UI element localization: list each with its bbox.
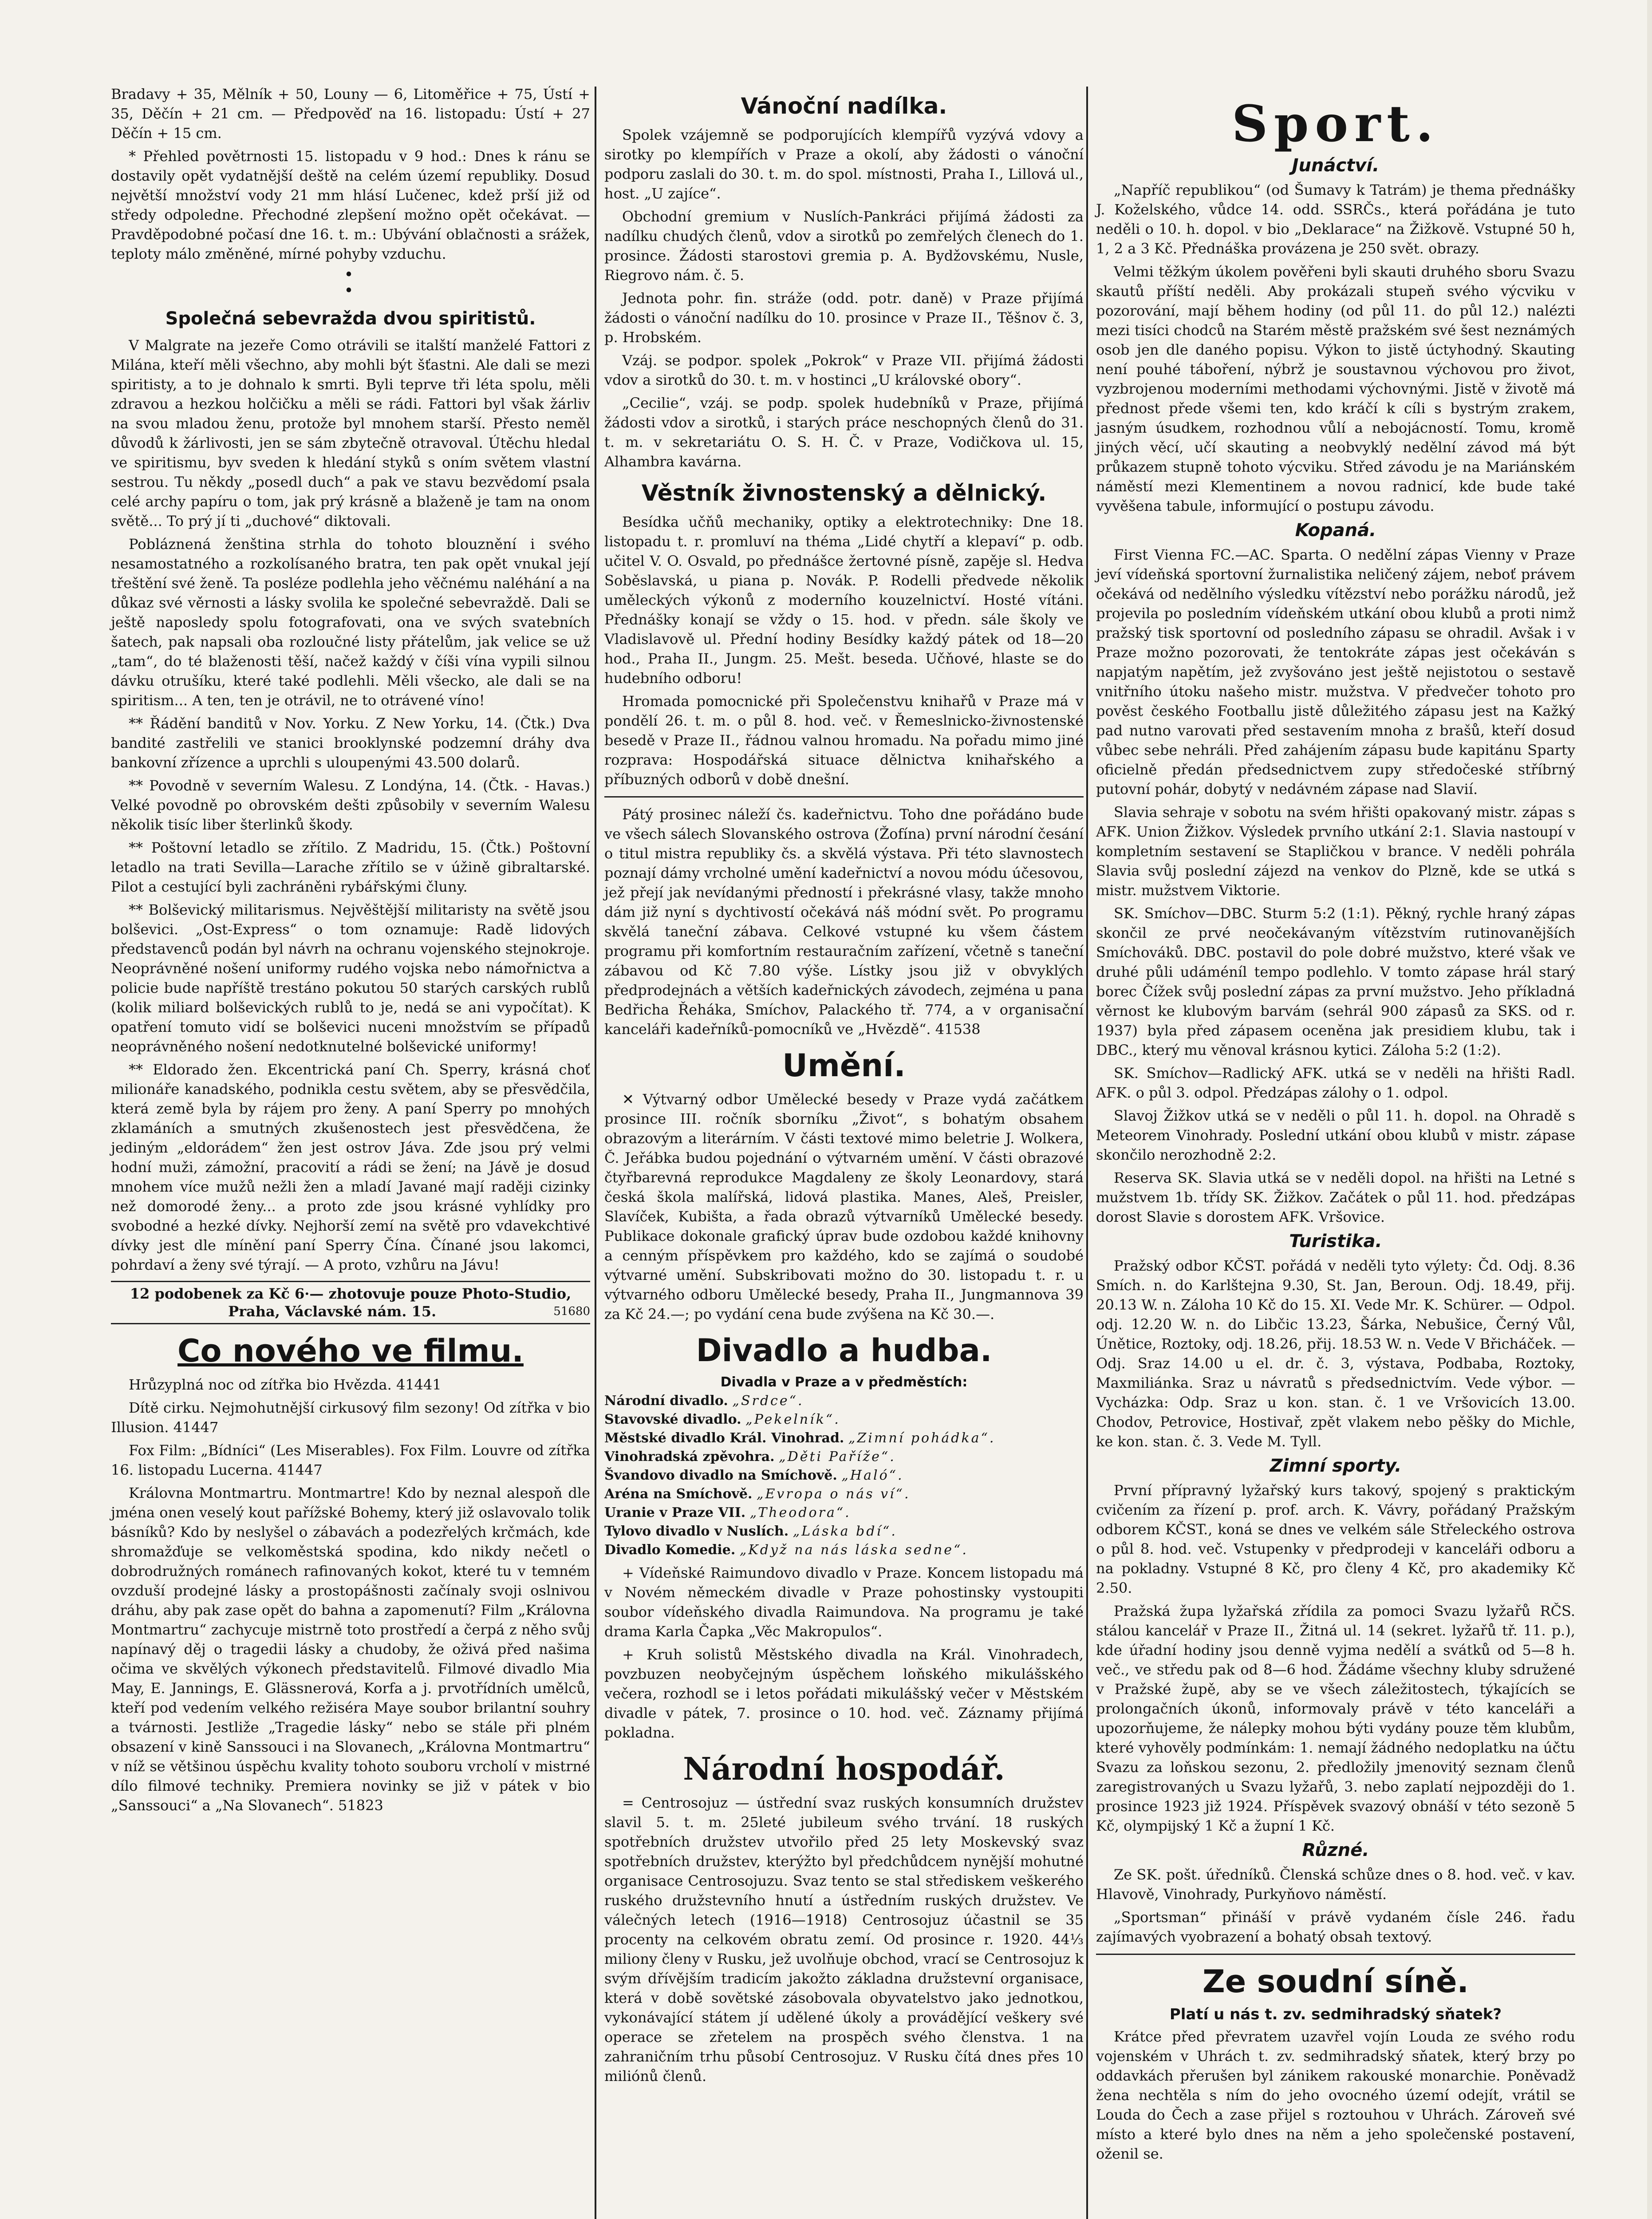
subsection-misc: Různé. [1302, 1840, 1369, 1860]
notice-theatre: + Kruh solistů Městského divadla na Král. Vinohradech, povzbuzen neobyčejným úspěchem loňského mikulášského večera, rozhodl se i letos pořádati mikulášský večer v Městském divadle v pátek, 7. prosince o 10. hod. več. Záznamy přijímá pokladna. [604, 1646, 1084, 1741]
article-paragraph: Pobláznená ženština strhla do tohoto blouznění i svého nesamostatného a rozkolísaného bratra, ten pak opět vnukal její třeštění své ženě. Ta posléze podlehla jeho věčnému naléhání a na důkaz své věrnosti a lásky svolila ke společné sebevraždě. Dali se ještě naposledy spolu fotografovati, ona ve svých svatebních šatech, pak napsali oba rozloučné listy přátelům, jak velice se už „tam“, do té blaženosti těší, načež každý v číši vína vypili silnou dávku otrušíku, které také podlehli. Měli všecko, ale dali se na spiritism... A ten, ten je otrávil, ne to otrávené víno! [111, 536, 590, 709]
repertoire-item: Švandovo divadlo na Smíchově. „Haló“. [604, 1468, 904, 1483]
divider [604, 796, 1084, 798]
sport-item: „Sportsman“ přináší v právě vydaném čísle 246. řadu zajímavých vyobrazení a bohatý obsah textový. [1096, 1909, 1575, 1945]
weather-forecast: * Přehled povětrnosti 15. listopadu v 9 hod.: Dnes k ránu se dostavily opět vydatnější deště na celém území republiky. Dosud největší množství vody 21 mm hlásí Lučenec, kdež prší již od středy odpoledne. Přechodné zlepšení možno opět očekávat. — Pravděpodobné počasí dne 16. t. m.: Ubývání oblačnosti a srážek, teploty málo změněné, mírné pohyby vzduchu. [111, 148, 590, 262]
repertoire-item: Tylovo divadlo v Nuslích. „Láska bdí“. [604, 1524, 897, 1539]
subsection-football: Kopaná. [1295, 520, 1376, 541]
page-edge [1647, 0, 1652, 2219]
ad-number: 51680 [553, 1305, 590, 1318]
photo-studio-ad [111, 1281, 590, 1324]
repertoire-item: Uranie v Praze VII. „Theodora“. [604, 1505, 851, 1520]
news-item: ** Řádění banditů v Nov. Yorku. Z New Yorku, 14. (Čtk.) Dva bandité zastřelili ve stanici brooklynské podzemní dráhy dva bankovní zřízence a uprchli s uloupenými 43.500 dolarů. [111, 715, 590, 771]
section-title-court: Ze soudní síně. [1202, 1963, 1469, 2000]
ad-text: 12 podobenek za Kč 6·— zhotovuje pouze Photo-Studio, Praha, Václavské nám. 15. [130, 1285, 572, 1320]
column-right [1096, 84, 1575, 2167]
repertoire-list [604, 1392, 1084, 1560]
sport-item: First Vienna FC.—AC. Sparta. O nedělní zápas Vienny v Praze jeví vídeňská sportovní žurnalistika neličený zájem, neboť právem očekává od nedělního výsledku vítězství nebo porážku národů, jež projevila po posledním vídeňském utkání obou klubů a proti nimž pražský tisk sportovní od posledního zápasu se ohradil. Avšak i v Praze možno pozorovati, že tentokráte zápas jest očekáván s napjatým napětím, jež zvyšováno jest ještě nejistotou o sestavě vnitřního útoku našeho mistr. mužstva. V předvečer tohoto pro pověst českého Footballu jistě důležitého zápasu jest na Kažký pad nutno varovati před sestavením mnoha z brašů, kteří dosud vůbec sebe nehráli. Před zahájením zápasu bude kapitánu Sparty oficielně předán předsednictvem zupy středočeské stříbrný putovní pohár, dobytý v nedávném zápase nad Slavií. [1096, 546, 1575, 798]
article-title-spiritists: Společná sebevražda dvou spiritistů. [165, 308, 536, 329]
notice: Jednota pohr. fin. stráže (odd. potr. daně) v Praze přijímá žádosti o vánoční nadílku do 10. prosince v Praze II., Těšnov č. 3, p. Hrobském. [604, 290, 1084, 346]
sport-item: Pražská župa lyžařská zřídila za pomoci Svazu lyžařů RČS. stálou kancelář v Praze II., Žitná ul. 14 (sekret. lyžařů tř. 11. p.), kde úřadní hodiny jsou denně vyjma nedělí a svátků od 5—8 h. več., ve středu pak od 8—6 hod. Žádáme všechny kluby sdružené v Pražské župě, aby se ve všech záležitostech, týkajících se prolongačních úkonů, informovaly právě v této kanceláři a upozorňujeme, že nálepky mohou býti vydány pouze těm klubům, které vyhověly podmínkám: 1. nemají žádného nedoplatku na účtu Svazu za loňskou sezonu, 2. předložily jmenovitý seznam členů zaregistrovaných u Svazu lyžařů, 3. nebo zaplatí nejpozději do 1. prosince 1923 již 1924. Příspěvek svazový obnáší v této sezoně 5 Kč, olympijský 1 Kč a župní 1 Kč. [1096, 1603, 1575, 1834]
section-title-theatre: Divadlo a hudba. [696, 1332, 992, 1369]
sport-item: Reserva SK. Slavia utká se v neděli dopol. na hřišti na Letné s mužstvem 1b. třídy SK. Žižkov. Začátek o půl 11. hod. předzápas dorost Slavie s dorostem AFK. Vršovice. [1096, 1169, 1575, 1225]
repertoire-item: Vinohradská zpěvohra. „Děti Paříže“. [604, 1449, 896, 1465]
repertoire-title: Divadla v Praze a v předměstích: [720, 1374, 968, 1390]
notice-art: ✕ Výtvarný odbor Umělecké besedy v Praze vydá začátkem prosince III. ročník sborníku „Život“, s bohatým obsahem obrazovým a literárním. V části textové mimo beletrie J. Wolkera, Č. Jeřábka budou pojednání o výtvarném umění. V části obrazové čtyřbarevná reprodukce Magdaleny ze školy Leonardovy, stará česká škola malířská, lidová plastika. Manes, Aleš, Preisler, Slavíček, Kubišta, a řada obrazů výtvarníků Umělecké besedy. Publikace dokonale grafický úprav bude ozdobou každé knihovny a cenným příspěvkem pro každého, kdo se zajímá o soudobé výtvarné umění. Subskribovati možno do 30. listopadu t. r. u výtvarného odboru Umělecké besedy, Praha II., Jungmannova 39 za Kč 24.—; po vydání cena bude zvýšena na Kč 30.—. [604, 1091, 1084, 1323]
notice: Besídka učňů mechaniky, optiky a elektrotechniky: Dne 18. listopadu t. r. promluví na théma „Lidé chytří a klepaví“ p. odb. učitel V. O. Osvald, po přednášce žertovné písně, zapěje sl. Hedva Soběslavská, u piana p. Novák. P. Rodelli předvede několik uměleckých výkonů z moderního kouzelnictví. Hosté vítáni. Přednášky konají se vždy o 15. hod. v předn. sále školy ve Vladislavově ul. Přední hodiny Besídky každý pátek od 18—20 hod., Praha II., Jungm. 25. Mešt. beseda. Učňové, hlaste se do hudebního odboru! [604, 513, 1084, 687]
column-rule-2 [1086, 87, 1088, 2219]
sport-item: Velmi těžkým úkolem pověřeni byli skauti druhého sboru Svazu skautů příští neděli. Aby prokázali stupeň svého výcviku v pozorování, mají během hodiny (od půl 11. do půl 12.) nalézti mezi tisíci chodců na Starém městě pražském své šest neznámých osob jen dle daného popisu. Výkon to jistě úctyhodný. Skauting není pouhé táboření, nýbrž je soustavnou výchovou pro život, vyzbrojenou moderními methodami výchovnými. Jistě v životě má přednost přede všemi ten, kdo kráčí k cíli s bystrým zrakem, jasným úsudkem, rozhodnou vůlí a nebojácností. Tomu, kromě jiných věcí, učí skauting a neobvyklý nedělní závod má být průkazem stupně tohoto výcviku. Střed závodu je na Mariánském náměstí mezi Klementinem a novou radnicí, kde bude také vyvěšena tabule, informující o postupu závodu. [1096, 263, 1575, 514]
divider [1096, 1954, 1575, 1955]
section-title-economy: Národní hospodář. [683, 1750, 1005, 1787]
notice: Spolek vzájemně se podporujících klempířů vyzývá vdovy a sirotky po klempířích v Praze a okolí, aby žádosti o vánoční podporu zaslali do 30. t. m. do spol. místnosti, Praha I., Lillová ul., host. „U zajíce“. [604, 126, 1084, 202]
subsection-scouting: Junáctví. [1292, 155, 1380, 176]
sport-item: SK. Smíchov—DBC. Sturm 5:2 (1:1). Pěkný, rychle hraný zápas skončil ze prvé neočekávaným vítězstvím rutinovanějších Smíchováků. DBC. postavil do pole dobré mužstvo, které však ve druhé půli udáméníl tempo podlehlo. V tomto zápase hrál starý borec Čížek svůj poslední zápas za první mužstvo. Jeho příkladná věrnost ke klubovým barvám (sehrál 900 zápasů za SKS. od r. 1937) byla před zápasem oceněna jak presidiem klubu, tak i DBC., který mu věnoval krásnou kytici. Záloha 5:2 (1:2). [1096, 905, 1575, 1058]
repertoire-item: Městské divadlo Král. Vinohrad. „Zimní pohádka“. [604, 1430, 996, 1446]
notice: Obchodní gremium v Nuslích-Pankráci přijímá žádosti za nadílku chudých členů, vdov a sirotků po zemřelých členech do 1. prosince. Žádosti starostovi gremia p. A. Bydžovskému, Nusle, Riegrovo nám. č. 5. [604, 208, 1084, 284]
separator-dots: • • [344, 266, 357, 300]
sport-item: Slavoj Žižkov utká se v neděli o půl 11. h. dopol. na Ohradě s Meteorem Vinohrady. Poslední utkání obou klubů v mistr. zápase skončilo nerozhodně 2:2. [1096, 1107, 1575, 1163]
news-item: ** Poštovní letadlo se zřítilo. Z Madridu, 15. (Čtk.) Poštovní letadlo na trati Sevilla—Larache zřítilo se v úžině gibraltarské. Pilot a cestující byli zachráněni rybářskými čluny. [111, 839, 590, 895]
news-item: ** Povodně v severním Walesu. Z Londýna, 14. (Čtk. - Havas.) Velké povodně po obrovském dešti způsobily v severním Walesu několik tisíc liber šterlinků škody. [111, 777, 590, 833]
sport-item: „Napříč republikou“ (od Šumavy k Tatrám) je thema přednášky J. Koželského, vůdce 14. odd. SSRČs., která pořádána je tuto neděli o 10. h. dopol. v bio „Deklarace“ na Žižkově. Vstupné 50 h, 1, 2 a 3 Kč. Přednáška provázena je 250 svět. obrazy. [1096, 182, 1575, 257]
notice: Hromada pomocnické při Společenstvu knihařů v Praze má v pondělí 26. t. m. o půl 8. hod. več. v Řemeslnicko-živnostenské besedě v Praze II., řádnou valnou hromadu. Na pořadu mimo jiné rozprava: Hospodářská situace dělnictva knihařského a příbuzných odborů v době dnešní. [604, 693, 1084, 788]
section-title-film: Co nového ve filmu. [177, 1333, 524, 1369]
notice: „Cecilie“, vzáj. se podp. spolek hudebníků v Praze, přijímá žádosti vdov a sirotků, i starých práce neschopných členů do 31. t. m. v sekretariátu O. S. H. Č. v Praze, Vodičkova ul. 15, Alhambra kavárna. [604, 395, 1084, 470]
film-item: Fox Film: „Bídníci“ (Les Miserables). Fox Film. Louvre od zítřka 16. listopadu Lucerna. 41447 [111, 1442, 590, 1478]
subsection-winter: Zimní sporty. [1270, 1456, 1402, 1476]
column-rule-1 [595, 87, 596, 2219]
column-left [111, 84, 590, 1819]
article-paragraph: V Malgrate na jezeře Como otrávili se italští manželé Fattori z Milána, kteří měli všechno, aby mohli být šťastni. Ale dali se mezi spiritisty, a to je dohnalo k smrti. Byli teprve tři léta spolu, měli zdravou a hezkou holčičku a měli se rádi. Fattori byl však žárliv na svou mladou ženu, protože byl mnohem starší. Přesto neměl důvodů k žárlivosti, jen se sám zbytečně otravoval. Útěchu hledal ve spiritismu, byv sveden k hledání styků s oním světem vlastní sestrou. Tu někdy „posedl duch“ a pak ve stavu bezvědomí psala celé archy papíru o tom, jak prý krásně a blaženě je tam na onom světě... To prý jí ti „duchové“ diktovali. [111, 337, 590, 529]
column-middle [604, 84, 1084, 2089]
sport-item: Ze SK. pošt. úředníků. Členská schůze dnes o 8. hod. več. v kav. Hlavově, Vinohrady, Purkyňovo náměstí. [1096, 1866, 1575, 1903]
news-item: ** Eldorado žen. Ekcentrická paní Ch. Sperry, krásná choť milionáře kanadského, podnikla cestu světem, aby se přesvědčila, která země byla by rájem pro ženy. A paní Sperry po mnohých zklamáních a smutných zkušenostech jest přesvědčena, že jediným „eldorádem“ žen jest ostrov Jáva. Zde jsou prý velmi hodní muži, zámožní, pracovití a rádi se žení; na Jávě je dosud mnohem více mužů nežli žen a mladí Javané mají raději cizinky než domorodé ženy... a proto zde jsou krásné vyhlídky pro svobodné a hezké dívky. Nejhorší zemí na světě pro vdavekchtivé dívky jest dle mínění paní Sperry Čína. Čínané jsou lakomci, pohrdaví a ženy své týrají. — A proto, vzhůru na Jávu! [111, 1061, 590, 1273]
notice: Vzáj. se podpor. spolek „Pokrok“ v Praze VII. přijímá žádosti vdov a sirotků do 30. t. m. v hostinci „U královské obory“. [604, 352, 1084, 388]
notice-economy: = Centrosojuz — ústřední svaz ruských konsumních družstev slavil 5. t. m. 25leté jubileum svého trvání. 18 ruských spotřebních družstev utvořilo před 25 lety Moskevský svaz spotřebních družstev, kterýžto byl předchůdcem nynější mohutné organisace Centrosojuzu. Svaz tento se stal střediskem veškerého ruského družstevního hnutí a ústředním ruských družstev. Ve válečných letech (1916—1918) Centrosojuz účastnil se 35 procenty na celkovém obratu zemí. Od prosince r. 1920. 44⅓ miliony členy v Rusku, jež uvolňuje obchod, vrací se Centrosojuz k svým dřívějším tradicím jakožto základna družstevní organisace, která v době sovětské zásobovala obyvatelstvo jako jednotkou, vykonávající státem jí udělené úkoly a provádějící veškery své operace se zřetelem na prospěch svého členstva. 1 na zahraničním trhu působí Centrosojuz. V Rusku čítá dnes přes 10 miliónů členů. [604, 1794, 1084, 2085]
section-title-trade: Věstník živnostenský a dělnický. [641, 480, 1047, 506]
section-title-sport: Sport. [1232, 95, 1439, 153]
section-title-art: Umění. [782, 1047, 906, 1084]
sport-item: Pražský odbor KČST. pořádá v neděli tyto výlety: Čd. Odj. 8.36 Smích. n. do Karlštejna 9.30, St. Jan, Beroun. Odj. 18.49, přij. 20.13 W. n. Záloha 10 Kč do 15. XI. Vede Mr. K. Schürer. — Odpol. odj. 12.20 W. n. do Libčic 13.23, Šárka, Nebušice, Černý Vůl, Únětice, Roztoky, odj. 18.26, přij. 18.53 W. n. Vede V Břicháček. — Odj. Sraz 14.00 u el. dr. č. 3, výstava, Podbaba, Roztoky, Maxmiliánka. Sraz u návratů s předsednictvím. Vede výbor. — Vycházka: Odp. Sraz u kon. stan. č. 1 ve Vršovicích 13.00. Chodov, Petrovice, Hostivař, zpět vlakem nebo pěšky do Michle, ke kon. stan. č. 3. Vede M. Tyll. [1096, 1257, 1575, 1450]
court-subtitle: Platí u nás t. zv. sedmihradský sňatek? [1169, 2006, 1502, 2023]
film-item: Dítě cirku. Nejmohutnější cirkusový film sezony! Od zítřka v bio Illusion. 41447 [111, 1399, 590, 1436]
sport-item: SK. Smíchov—Radlický AFK. utká se v neděli na hřišti Radl. AFK. o půl 3. odpol. Předzápas zálohy o 1. odpol. [1096, 1065, 1575, 1101]
notice-theatre: + Vídeňské Raimundovo divadlo v Praze. Koncem listopadu má v Novém německém divadle v Praze pohostinsky vystoupiti soubor vídeňského divadla Raimundova. Na programu je také drama Karla Čapka „Věc Makropulos“. [604, 1564, 1084, 1640]
court-paragraph: Krátce před převratem uzavřel vojín Louda ze svého rodu vojenském v Uhrách t. zv. sedmihradský sňatek, který brzy po oddavkách přerušen byl zánikem rakouské monarchie. Poněvadž žena nechtěla s ním do jeho ovocného území odejít, vrátil se Louda do Čech a zase přijel s roztouhou v Uhrách. Zároveň své místo a které bylo dnes na něm a jeho společenské postavení, oženil se. [1096, 2028, 1575, 2162]
repertoire-item: Stavovské divadlo. „Pekelník“. [604, 1412, 840, 1427]
subsection-hiking: Turistika. [1289, 1231, 1382, 1252]
repertoire-item: Národní divadlo. „Srdce“. [604, 1393, 804, 1409]
notice-hairdressers: Pátý prosinec náleží čs. kadeřnictvu. Toho dne pořádáno bude ve všech sálech Slovanského ostrova (Žofína) první národní česání o titul mistra republiky čs. a skvělá výstava. Při této slavnostech poznají dámy vrcholné umění kadeřnictví a novou módu účesovou, jež přejí jak nevídanými předností i překrásné vlasy, takže mnoho dám již nyní s dychtivostí očekává náš módní svět. Po programu skvělá taneční zábava. Celkové vstupné ku všem částem programu při komfortním restauračním zařízení, včetně s taneční zábavou od Kč 7.80 výše. Lístky jsou již v obvyklých předprodejnách a větších kadeřnických závodech, zejména u pana Bedřicha Řeháka, Smíchov, Palackého tř. 774, a v organisační kanceláři kadeřníků-pomocníků ve „Hvězdě“. 41538 [604, 806, 1084, 1038]
weather-report: Bradavy + 35, Mělník + 50, Louny — 6, Litoměřice + 75, Ústí + 35, Děčín + 21 cm. — Předpověď na 16. listopadu: Ústí + 27 Děčín + 15 cm. [111, 86, 590, 142]
repertoire-item: Divadlo Komedie. „Když na nás láska sedne“. [604, 1542, 968, 1558]
sport-item: Slavia sehraje v sobotu na svém hřišti opakovaný mistr. zápas s AFK. Union Žižkov. Výsledek prvního utkání 2:1. Slavia nastoupí v kompletním sestavení se Stapličkou v brance. V neděli pohrála Slavia svůj poslední zájezd na venkov do Plzně, kde se utká s mistr. mužstvem Viktorie. [1096, 804, 1575, 899]
film-item: Královna Montmartru. Montmartre! Kdo by neznal alespoň dle jména onen veselý kout pařížské Bohemy, který již oslavovalo tolik básníků? Kdo by neslyšel o zábavách a podezřelých krčmách, kde shromažďuje se velkoměstská spodina, kdo nikdy nečetl o dobrodružných románech rafinovaných kokot, které tu v temném ovzduší prodejné lásky a prostopášnosti začínaly svoji oslnivou dráhu, aby pak zase opět do bahna a zapomenutí? Film „Královna Montmartru“ zachycuje mistrně toto prostředí a čerpá z něho svůj napínavý děj o tragedii lásky a chudoby, že oživá před našima očima ve skvělých výkonech představitelů. Filmové divadlo Mia May, E. Jannings, E. Glässnerová, Korfa a j. prvotřídních umělců, kteří pod vedením velkého režiséra Maye soubor brilantní souhry a tvárnosti. Jestliže „Tragedie lásky“ nebo se stále při plném obsazení v kině Sanssouci i na Slovanech, „Královna Montmartru“ v níž se většinou úspěchu kvality tohoto souboru vrcholí v mistrné dílo filmové techniky. Premiera novinky se již v pátek v bio „Sanssouci“ a „Na Slovanech“. 51823 [111, 1485, 590, 1814]
film-item: Hrůzyplná noc od zítřka bio Hvězda. 41441 [129, 1376, 442, 1393]
repertoire-item: Aréna na Smíchově. „Evropa o nás ví“. [604, 1486, 911, 1502]
news-item: ** Bolševický militarismus. Nejvěštější militaristy na světě jsou bolševici. „Ost-Express“ o tom oznamuje: Radě lidových představenců podán byl návrh na ochranu vojenského stejnokroje. Neoprávněné nošení uniformy rudého vojska nebo námořnictva a policie bude napříště trestáno pokutou 50 starých carských rublů (kolik miliard bolševických rublů to je, nedá se ani vypočítat). K opatření tomuto vidí se bolševici nuceni množstvím se případů neoprávněného nošení nedotknutelné bolševické uniformy! [111, 901, 590, 1055]
sport-item: První přípravný lyžařský kurs takový, spojený s praktickým cvičením za řízení p. prof. arch. K. Vávry, pořádaný Pražským odborem KČST., koná se dnes ve velkém sále Střeleckého ostrova o půl 8. hod. več. Vstupenky v předprodeji v kanceláři odboru a na pokladny. Vstupné 8 Kč, pro členy 4 Kč, pro akademiky Kč 2.50. [1096, 1482, 1575, 1596]
section-title-christmas: Vánoční nadílka. [741, 93, 947, 119]
